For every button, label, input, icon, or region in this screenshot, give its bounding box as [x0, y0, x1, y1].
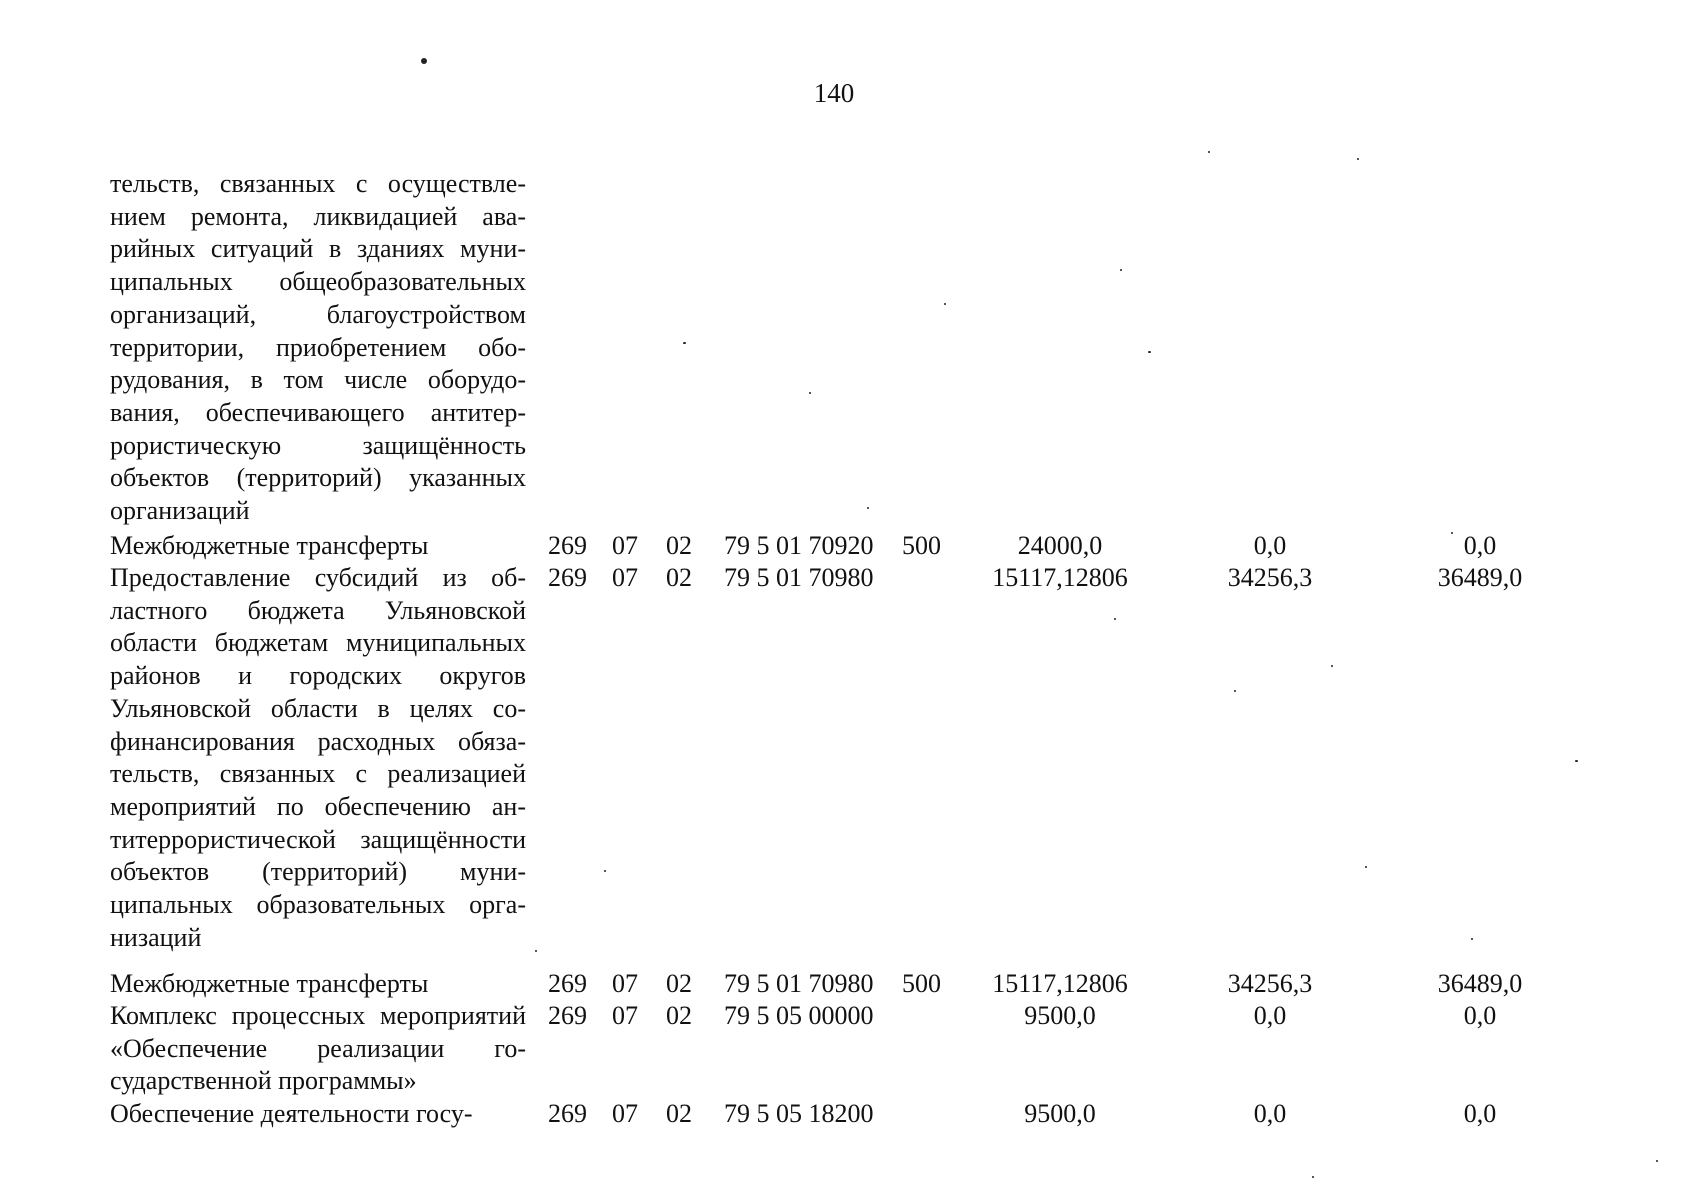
scan-speck — [1208, 151, 1210, 153]
cell-section: 07 — [612, 1001, 638, 1030]
cell-admin-code: 269 — [548, 969, 587, 998]
cell-subsection: 02 — [666, 563, 692, 592]
scan-speck — [1656, 1160, 1658, 1162]
scan-speck — [1357, 158, 1359, 160]
cell-section: 07 — [612, 531, 638, 560]
cell-subsection: 02 — [666, 1099, 692, 1128]
scan-speck — [604, 870, 606, 872]
row-description: Межбюджетные трансферты — [110, 531, 429, 560]
cell-target-article: 79 5 01 70980 — [724, 969, 874, 998]
cell-subsection: 02 — [666, 969, 692, 998]
row-description: Предоставление субсидий из областного бюджета Ульяновской области бюджетам муниципальных районов и городских округов Ульяновской области в целях софинансирования расходных обязательств, связанных с реализацией мероприятий по обеспечению антитеррористической защищённости объектов (территорий) муниципальных образовательных организаций — [110, 563, 526, 952]
scan-speck — [1471, 938, 1473, 940]
cell-target-article: 79 5 05 00000 — [724, 1001, 874, 1030]
scan-speck — [1148, 351, 1151, 353]
cell-amount-year2: 0,0 — [1253, 531, 1287, 560]
cell-amount-year2: 34256,3 — [1227, 969, 1313, 998]
row-description: тельств, связанных с осуществлением ремонта, ликвидацией аварийных ситуаций в зданиях муниципальных общеобразовательных организаций, благоустройством территории, приобретением оборудования, в том числе оборудования, обеспечивающего антитеррористическую защищённость объектов (территорий) указанных организаций — [110, 169, 526, 526]
scan-speck — [1120, 269, 1122, 271]
cell-amount-year3: 0,0 — [1463, 1099, 1497, 1128]
cell-admin-code: 269 — [548, 563, 587, 592]
cell-target-article: 79 5 05 18200 — [724, 1099, 874, 1128]
cell-target-article: 79 5 01 70980 — [724, 563, 874, 592]
scan-speck — [809, 392, 811, 394]
cell-section: 07 — [612, 1099, 638, 1128]
scan-speck — [1234, 690, 1236, 692]
cell-amount-year2: 34256,3 — [1227, 563, 1313, 592]
cell-admin-code: 269 — [548, 1099, 587, 1128]
cell-amount-year2: 0,0 — [1253, 1099, 1287, 1128]
scan-speck — [1114, 618, 1116, 620]
cell-amount-year1: 24000,0 — [1017, 531, 1103, 560]
scan-speck — [1365, 866, 1367, 868]
cell-amount-year1: 9500,0 — [1024, 1099, 1096, 1128]
cell-admin-code: 269 — [548, 531, 587, 560]
row-description: Комплекс процессных мероприятий «Обеспечение реализации государственной программы» — [110, 1001, 526, 1096]
cell-amount-year3: 36489,0 — [1437, 969, 1523, 998]
scan-speck — [867, 507, 869, 509]
scan-speck — [535, 950, 537, 952]
scan-speck — [1331, 665, 1333, 667]
cell-expense-type: 500 — [902, 531, 941, 560]
cell-target-article: 79 5 01 70920 — [724, 531, 874, 560]
scan-speck — [1312, 1176, 1314, 1178]
cell-subsection: 02 — [666, 1001, 692, 1030]
cell-section: 07 — [612, 563, 638, 592]
cell-expense-type: 500 — [902, 969, 941, 998]
scan-speck — [683, 342, 686, 344]
cell-amount-year3: 36489,0 — [1437, 563, 1523, 592]
cell-amount-year2: 0,0 — [1253, 1001, 1287, 1030]
cell-amount-year1: 15117,12806 — [992, 969, 1128, 998]
scan-speck — [421, 58, 427, 64]
cell-subsection: 02 — [666, 531, 692, 560]
scan-speck — [1451, 532, 1453, 534]
cell-amount-year3: 0,0 — [1463, 531, 1497, 560]
scan-speck — [1575, 760, 1578, 762]
row-description: Межбюджетные трансферты — [110, 969, 429, 998]
row-description: Обеспечение деятельности госу- — [110, 1099, 473, 1128]
scan-speck — [944, 303, 946, 305]
page-number: 140 — [813, 78, 855, 108]
cell-section: 07 — [612, 969, 638, 998]
cell-admin-code: 269 — [548, 1001, 587, 1030]
cell-amount-year1: 9500,0 — [1024, 1001, 1096, 1030]
cell-amount-year3: 0,0 — [1463, 1001, 1497, 1030]
cell-amount-year1: 15117,12806 — [992, 563, 1128, 592]
